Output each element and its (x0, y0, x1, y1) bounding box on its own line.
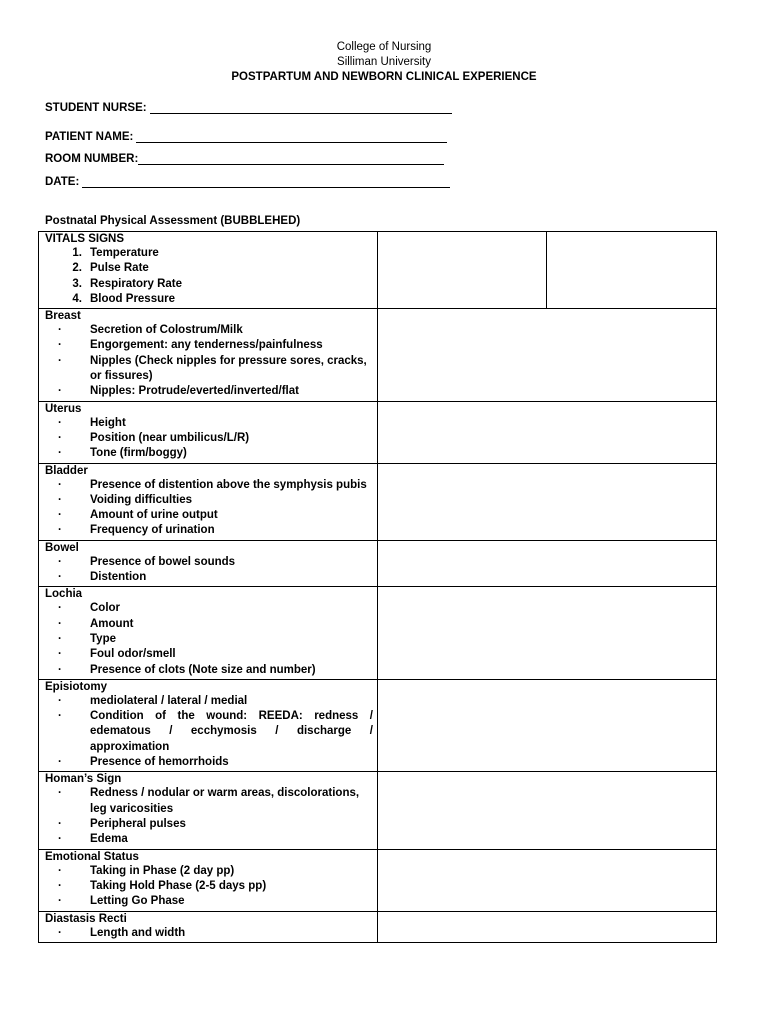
bullet: · (58, 833, 62, 846)
date-line[interactable] (82, 175, 450, 188)
room-number-label: ROOM NUMBER: (45, 153, 139, 165)
item-text: Redness / nodular or warm areas, discolorations, leg varicosities (90, 787, 360, 815)
item-text: Height (90, 416, 126, 429)
bullet: · (58, 648, 62, 661)
list-item (45, 617, 373, 632)
assessment-table (38, 231, 717, 943)
list-item (45, 508, 373, 523)
bowel-entry-cell[interactable] (378, 540, 717, 587)
item-text: Voiding difficulties (90, 493, 193, 506)
episiotomy-entry-cell[interactable] (378, 679, 717, 771)
bowel-title: Bowel (45, 541, 79, 554)
item-text: Presence of distention above the symphysis pubis (90, 478, 367, 491)
breast-cell (39, 309, 378, 401)
bullet: · (58, 787, 62, 800)
item-number: 3. (72, 277, 82, 290)
uterus-cell (39, 401, 378, 463)
lochia-row (39, 587, 717, 679)
breast-row (39, 309, 717, 401)
bullet: · (58, 354, 62, 367)
emotional-status-title: Emotional Status (45, 850, 139, 863)
item-text: Engorgement: any tenderness/painfulness (90, 339, 323, 352)
student-nurse-label: STUDENT NURSE: (45, 102, 147, 114)
list-item (45, 277, 373, 292)
list-item (45, 338, 373, 353)
vitals-entry-cell-2[interactable] (547, 232, 717, 309)
diastasis-recti-row (39, 911, 717, 942)
bullet: · (58, 632, 62, 645)
list-item (45, 431, 373, 446)
list-item (45, 632, 373, 647)
bullet: · (58, 509, 62, 522)
document-title: POSTPARTUM AND NEWBORN CLINICAL EXPERIENCE (231, 71, 537, 83)
bowel-cell (39, 540, 378, 587)
university-name: Silliman University (337, 56, 431, 68)
list-item (45, 523, 373, 538)
bullet: · (58, 447, 62, 460)
list-item (45, 478, 373, 493)
bullet: · (58, 555, 62, 568)
bullet: · (58, 524, 62, 537)
bullet: · (58, 385, 62, 398)
bladder-row (39, 463, 717, 540)
homans-sign-entry-cell[interactable] (378, 772, 717, 849)
bullet: · (58, 895, 62, 908)
room-number-field (45, 149, 444, 165)
episiotomy-cell (39, 679, 378, 771)
item-text: Presence of bowel sounds (90, 555, 236, 568)
bullet: · (58, 694, 62, 707)
list-item (45, 879, 373, 894)
item-text: Secretion of Colostrum/Milk (90, 324, 243, 337)
list-item (45, 601, 373, 616)
bullet: · (58, 710, 62, 723)
item-text: Distention (90, 571, 147, 584)
item-text: Presence of clots (Note size and number) (90, 663, 316, 676)
uterus-title: Uterus (45, 402, 82, 415)
item-text: Peripheral pulses (90, 817, 186, 830)
list-item (45, 817, 373, 832)
list-item (45, 246, 373, 261)
bullet: · (58, 478, 62, 491)
bladder-title: Bladder (45, 464, 88, 477)
diastasis-recti-entry-cell[interactable] (378, 911, 717, 942)
list-item (45, 323, 373, 338)
bullet: · (58, 864, 62, 877)
item-text: Nipples (Check nipples for pressure sores, cracks, or fissures) (90, 354, 367, 383)
list-item (45, 570, 373, 585)
bullet: · (58, 663, 62, 676)
list-item (45, 261, 373, 276)
bullet: · (58, 571, 62, 584)
item-text: Edema (90, 833, 128, 846)
vitals-cell (39, 232, 378, 309)
breast-entry-cell[interactable] (378, 309, 717, 401)
item-text: Temperature (90, 247, 159, 259)
list-item (45, 709, 373, 755)
item-text: Foul odor/smell (90, 648, 176, 661)
lochia-cell (39, 587, 378, 679)
item-text: Tone (firm/boggy) (90, 447, 187, 460)
assessment-title: Postnatal Physical Assessment (BUBBLEHED) (45, 215, 301, 227)
list-item (45, 446, 373, 461)
bladder-entry-cell[interactable] (378, 463, 717, 540)
item-text: Blood Pressure (90, 292, 175, 305)
item-text: Type (90, 632, 116, 645)
homans-sign-title: Homan’s Sign (45, 773, 122, 786)
item-text: Letting Go Phase (90, 895, 185, 908)
item-text: Taking in Phase (2 day pp) (90, 864, 235, 877)
emotional-status-cell (39, 849, 378, 911)
item-text: Condition of the wound: REEDA: redness / edematous / ecchymosis / discharge / approximation (90, 710, 373, 753)
bullet: · (58, 431, 62, 444)
item-text: Frequency of urination (90, 524, 215, 537)
homans-sign-row (39, 772, 717, 849)
bullet: · (58, 339, 62, 352)
item-number: 1. (72, 247, 82, 259)
list-item (45, 694, 373, 709)
item-text: Length and width (90, 926, 186, 939)
item-text: Amount of urine output (90, 509, 218, 522)
college-name: College of Nursing (336, 41, 432, 53)
lochia-title: Lochia (45, 588, 83, 601)
date-field (45, 172, 450, 188)
bullet: · (58, 617, 62, 630)
uterus-entry-cell[interactable] (378, 401, 717, 463)
item-text: Respiratory Rate (90, 277, 183, 290)
bullet: · (58, 879, 62, 892)
bullet: · (58, 416, 62, 429)
list-item (45, 493, 373, 508)
item-text: mediolateral / lateral / medial (90, 694, 248, 707)
episiotomy-row (39, 679, 717, 771)
item-text: Pulse Rate (90, 262, 149, 275)
homans-sign-cell (39, 772, 378, 849)
vitals-title: VITALS SIGNS (45, 233, 125, 245)
bullet: · (58, 324, 62, 337)
item-number: 2. (72, 262, 82, 275)
student-nurse-field (45, 98, 452, 114)
list-item (45, 354, 373, 385)
patient-name-line[interactable] (136, 130, 447, 143)
item-text: Position (near umbilicus/L/R) (90, 431, 250, 444)
item-text: Amount (90, 617, 134, 630)
list-item (45, 555, 373, 570)
bullet: · (58, 926, 62, 939)
emotional-status-row (39, 849, 717, 911)
bowel-row (39, 540, 717, 587)
item-text: Nipples: Protrude/everted/inverted/flat (90, 385, 299, 398)
bullet: · (58, 817, 62, 830)
item-text: Presence of hemorrhoids (90, 756, 229, 769)
episiotomy-title: Episiotomy (45, 680, 107, 693)
date-label: DATE: (45, 176, 80, 188)
breast-title: Breast (45, 310, 81, 323)
list-item (45, 416, 373, 431)
item-number: 4. (72, 292, 82, 305)
bullet: · (58, 756, 62, 769)
list-item (45, 864, 373, 879)
list-item (45, 663, 373, 678)
list-item (45, 926, 373, 941)
list-item (45, 647, 373, 662)
list-item (45, 292, 373, 307)
list-item (45, 786, 373, 817)
patient-name-field (45, 127, 447, 143)
list-item (45, 384, 373, 399)
emotional-status-entry-cell[interactable] (378, 849, 717, 911)
patient-name-label: PATIENT NAME: (45, 131, 134, 143)
diastasis-recti-cell (39, 911, 378, 942)
diastasis-recti-title: Diastasis Recti (45, 912, 127, 925)
bladder-cell (39, 463, 378, 540)
bullet: · (58, 493, 62, 506)
vitals-row (39, 232, 717, 309)
room-number-line[interactable] (138, 152, 444, 165)
uterus-row (39, 401, 717, 463)
list-item (45, 755, 373, 770)
document-header (0, 40, 768, 85)
list-item (45, 832, 373, 847)
lochia-entry-cell[interactable] (378, 587, 717, 679)
vitals-entry-cell-1[interactable] (378, 232, 547, 309)
list-item (45, 894, 373, 909)
item-text: Taking Hold Phase (2-5 days pp) (90, 879, 267, 892)
item-text: Color (90, 602, 121, 615)
bullet: · (58, 602, 62, 615)
student-nurse-line[interactable] (150, 101, 452, 114)
